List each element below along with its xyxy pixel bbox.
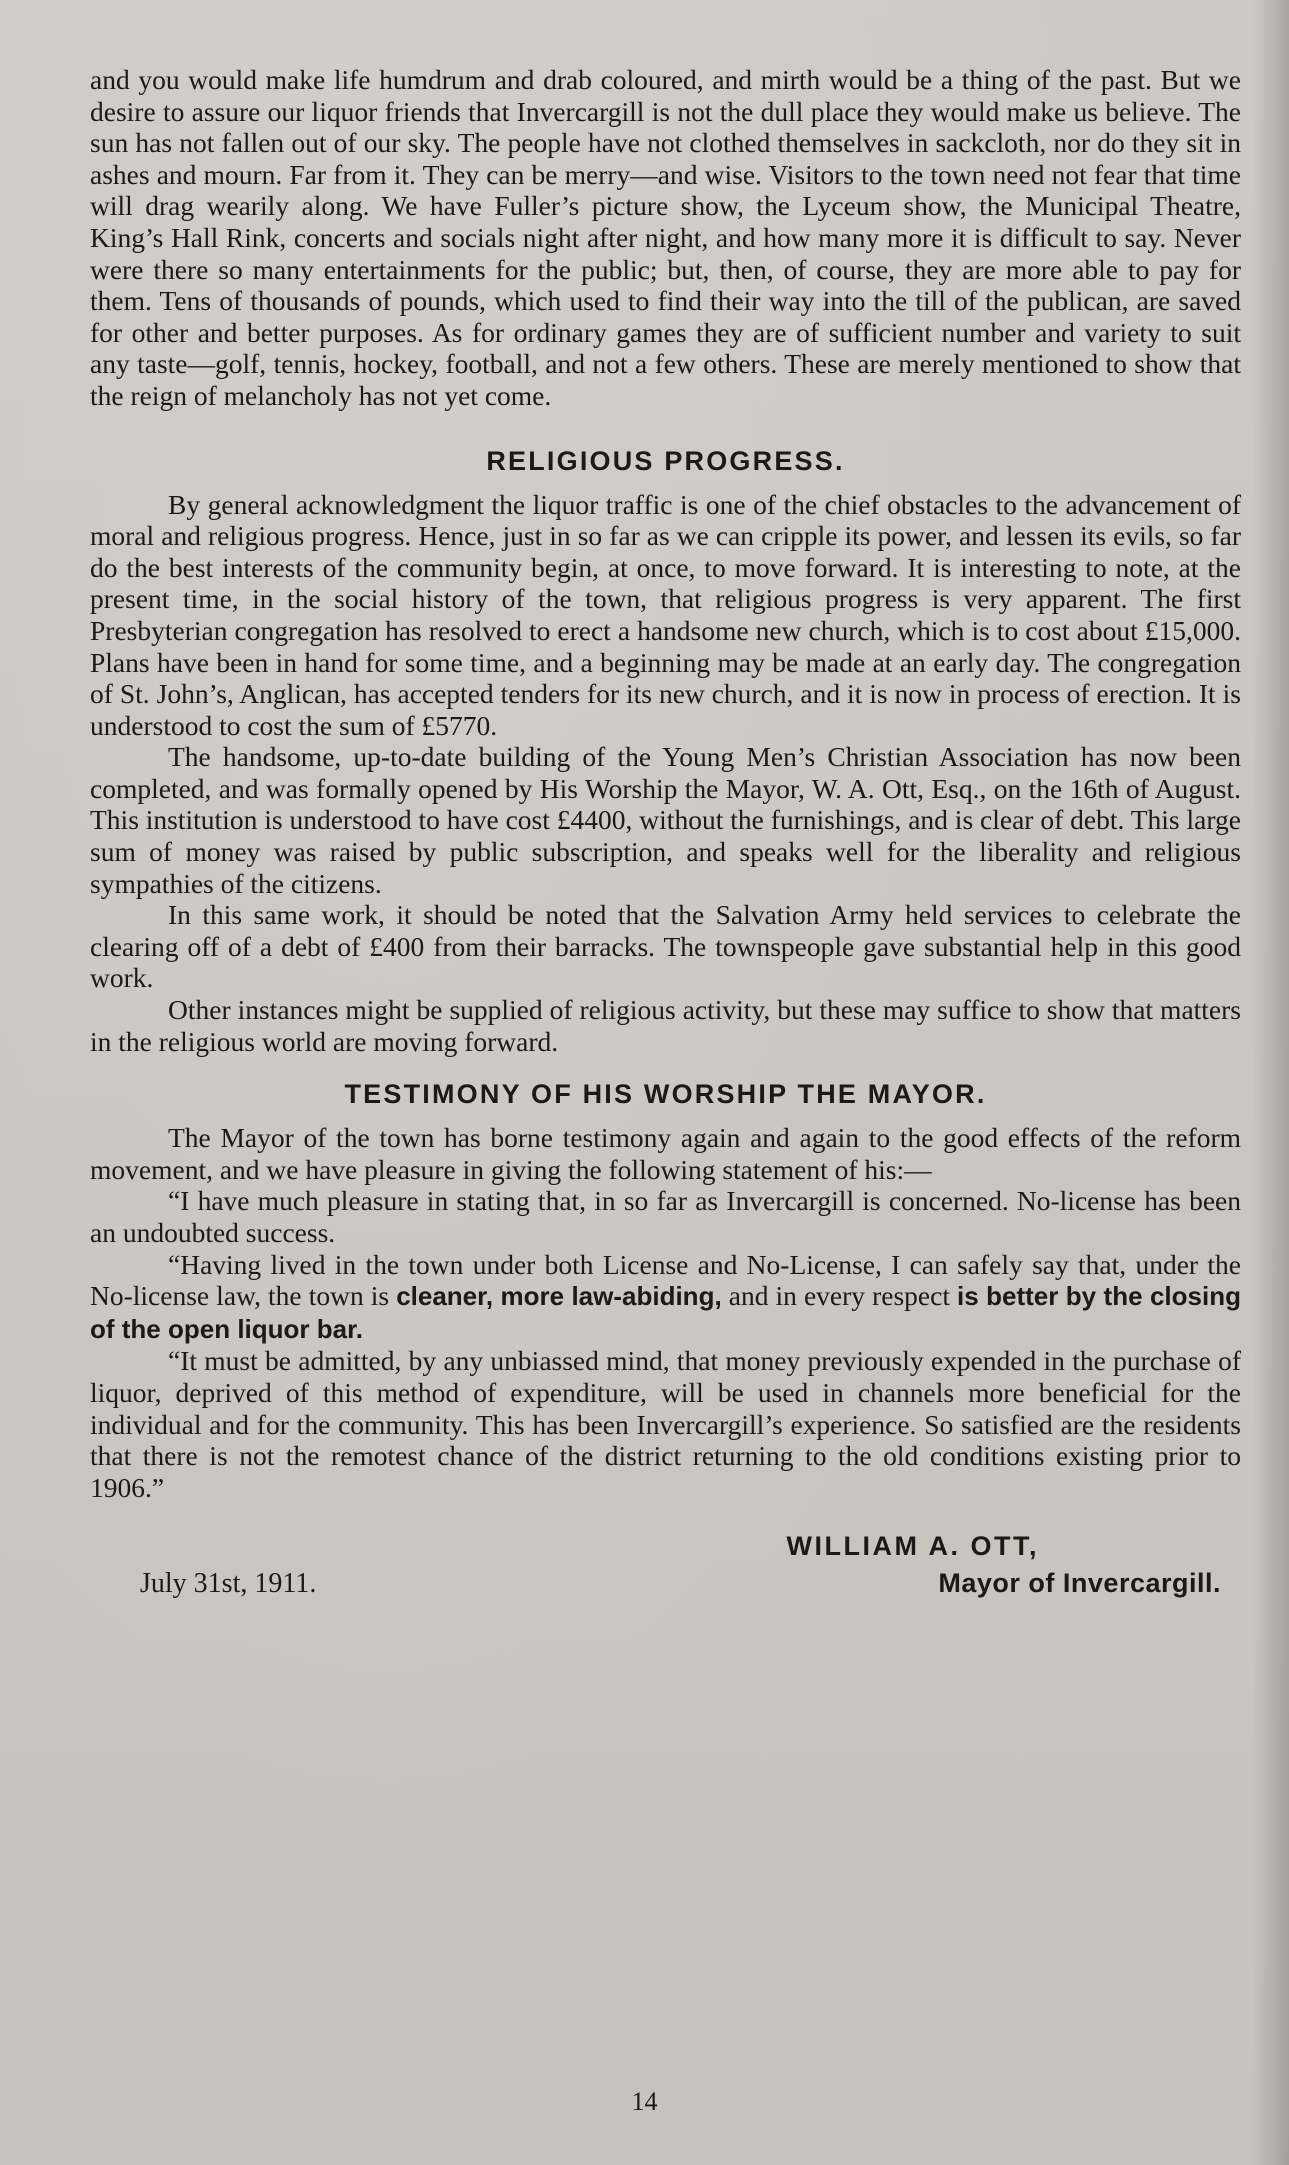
testimony-paragraph-4: “It must be admitted, by any unbiassed mind, that money previously expended in the purchase of liquor, deprived of this method of expenditure, will be used in channels more beneficial for the individual and for the community. This has been Invercargill’s experience. So satisfied are the residents that there is not the remotest chance of the district returning to the old conditions existing prior to 1906.” [90,1345,1241,1503]
testimony-paragraph-2: “I have much pleasure in stating that, in so far as Invercargill is concerned. No-license has been an undoubted success. [90,1185,1241,1248]
testimony-p3-emphasis-1: cleaner, more law-abiding, [396,1281,722,1312]
signature-date: July 31st, 1911. [140,1568,317,1600]
signature-name: WILLIAM A. OTT, [786,1531,1039,1562]
religious-paragraph-3: In this same work, it should be noted that the Salvation Army held services to celebrate the clearing off of a debt of £400 from their barracks. The townspeople gave substantial help in this good work. [90,899,1241,994]
testimony-p3-middle: and in every respect [721,1280,958,1312]
testimony-p3-start: “Having lived in the town under both License and No-License, I can safely say that, under the No-license law, the town is [90,1248,1241,1312]
testimony-p3-emphasis-2: is better by the closing of the open liquor bar. [90,1281,1241,1344]
signature-title: Mayor of Invercargill. [938,1568,1221,1599]
signature-block [90,1531,1241,1651]
religious-paragraph-4: Other instances might be supplied of religious activity, but these may suffice to show that matters in the religious world are moving forward. [90,994,1241,1057]
testimony-heading: TESTIMONY OF HIS WORSHIP THE MAYOR. [344,1079,987,1110]
testimony-paragraph-3 [90,1249,1241,1346]
testimony-paragraph-1: The Mayor of the town has borne testimony again and again to the good effects of the reform movement, and we have pleasure in giving the following statement of his:— [90,1122,1241,1185]
page-number: 14 [631,2087,658,2116]
intro-paragraph: and you would make life humdrum and drab coloured, and mirth would be a thing of the past. But we desire to assure our liquor friends that Invercargill is not the dull place they would make us believe. The sun has not fallen out of our sky. The people have not clothed themselves in sackcloth, nor do they sit in ashes and mourn. Far from it. They can be merry—and wise. Visitors to the town need not fear that time will drag wearily along. We have Fuller’s picture show, the Lyceum show, the Municipal Theatre, King’s Hall Rink, concerts and socials night after night, and how many more it is difficult to say. Never were there so many entertainments for the public; but, then, of course, they are more able to pay for them. Tens of thousands of pounds, which used to find their way into the till of the publican, are saved for other and better purposes. As for ordinary games they are of sufficient number and variety to suit any taste—golf, tennis, hockey, football, and not a few others. These are merely mentioned to show that the reign of melancholy has not yet come. [90,64,1241,411]
religious-paragraph-1: By general acknowledgment the liquor traffic is one of the chief obstacles to the advancement of moral and religious progress. Hence, just in so far as we can cripple its power, and lessen its evils, so far do the best interests of the community begin, at once, to move forward. It is interesting to note, at the present time, in the social history of the town, that religious progress is very apparent. The first Presbyterian congregation has resolved to erect a handsome new church, which is to cost about £15,000. Plans have been in hand for some time, and a beginning may be made at an early day. The congregation of St. John’s, Anglican, has accepted tenders for its new church, and it is now in process of erection. It is understood to cost the sum of £5770. [90,488,1241,741]
religious-progress-heading: RELIGIOUS PROGRESS. [486,445,845,476]
religious-paragraph-2: The handsome, up-to-date building of the Young Men’s Christian Association has now been completed, and was formally opened by His Worship the Mayor, W. A. Ott, Esq., on the 16th of August. This institution is understood to have cost £4400, without the furnishings, and is clear of debt. This large sum of money was raised by public subscription, and speaks well for the liberality and religious sympathies of the citizens. [90,741,1241,899]
